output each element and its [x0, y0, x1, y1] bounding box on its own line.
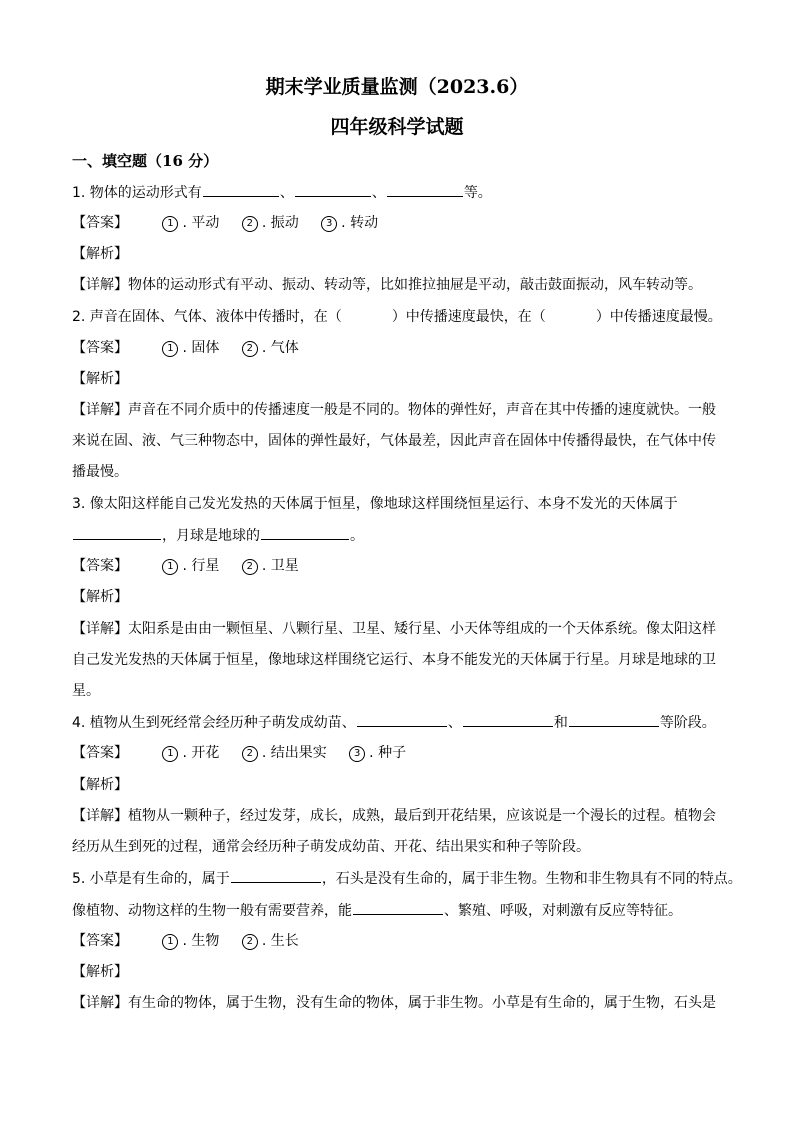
answer-option: 1 . 固体 [162, 338, 219, 358]
answer-option: 3 . 转动 [321, 213, 378, 233]
detail-label: 【详解】 [72, 402, 128, 418]
question-5-answer [72, 931, 727, 951]
question-3-detail: 【详解】太阳系是由由一颗恒星、八颗行星、卫星、矮行星、小天体等组成的一个天体系统。像太阳这样 [72, 621, 716, 637]
question-text: 1. 物体的运动形式有 [72, 185, 202, 201]
answer-option: 2 . 振动 [242, 213, 299, 233]
answer-blank [387, 182, 463, 197]
analysis-label: 【解析】 [72, 589, 128, 605]
answer-label: 【答案】 [72, 933, 128, 949]
question-2-answer [72, 338, 727, 358]
analysis-label: 【解析】 [72, 246, 128, 262]
answer-blank [73, 525, 161, 540]
answer-blank [203, 182, 279, 197]
question-3-detail-cont: 星。 [72, 683, 100, 699]
question-1-answer [72, 213, 727, 233]
question-5-detail: 【详解】有生命的物体，属于生物，没有生命的物体，属于非生物。小草是有生命的，属于生物，石头是 [72, 995, 716, 1011]
answer-blank [569, 712, 659, 727]
question-5-stem: 5. 小草是有生命的，属于 ，石头是没有生命的，属于非生物。生物和非生物具有不同的特点。 [72, 868, 727, 889]
page-subtitle: 四年级科学试题 [330, 116, 464, 138]
answer-option: 2 . 生长 [242, 931, 299, 951]
answer-option: 2 . 结出果实 [242, 743, 327, 763]
detail-label: 【详解】 [72, 621, 128, 637]
answer-label: 【答案】 [72, 745, 128, 761]
question-3-stem: 3. 像太阳这样能自己发光发热的天体属于恒星，像地球这样围绕恒星运行、本身不发光的天体属于 [72, 496, 678, 512]
answer-blank [231, 868, 321, 883]
question-5-stem-cont: 像植物、动物这样的生物一般有需要营养，能 、繁殖、呼吸，对刺激有反应等特征。 [72, 900, 727, 921]
answer-blank [295, 182, 371, 197]
question-3-detail-cont: 自己发光发热的天体属于恒星，像地球这样围绕它运行、本身不能发光的天体属于行星。月球是地球的卫 [72, 652, 716, 668]
question-2-detail-cont: 播最慢。 [72, 464, 128, 480]
answer-label: 【答案】 [72, 215, 128, 231]
analysis-label: 【解析】 [72, 964, 128, 980]
detail-label: 【详解】 [72, 277, 128, 293]
question-4-answer [72, 743, 727, 763]
answer-blank [357, 712, 447, 727]
answer-blank [261, 525, 349, 540]
question-1-stem: 1. 物体的运动形式有 、 、 等。 [72, 182, 727, 203]
question-3-answer [72, 556, 727, 576]
answer-option: 1 . 行星 [162, 556, 219, 576]
answer-option: 1 . 开花 [162, 743, 219, 763]
answer-label: 【答案】 [72, 340, 128, 356]
answer-option: 2 . 卫星 [242, 556, 299, 576]
page-title: 期末学业质量监测（2023.6） [265, 76, 529, 98]
question-2-stem: 2. 声音在固体、气体、液体中传播时，在（ ）中传播速度最快，在（ ）中传播速度最慢。 [72, 309, 722, 325]
answer-label: 【答案】 [72, 558, 128, 574]
question-4-detail: 【详解】植物从一颗种子，经过发芽，成长，成熟，最后到开花结果，应该说是一个漫长的过程。植物会 [72, 808, 716, 824]
question-1-detail: 【详解】物体的运动形式有平动、振动、转动等，比如推拉抽屉是平动，敲击鼓面振动，风车转动等。 [72, 277, 702, 293]
analysis-label: 【解析】 [72, 777, 128, 793]
answer-blank [463, 712, 553, 727]
answer-blank [353, 900, 443, 915]
answer-option: 1 . 平动 [162, 213, 219, 233]
section-heading: 一、填空题（16 分） [72, 152, 219, 170]
answer-option: 3 . 种子 [349, 743, 406, 763]
answer-option: 2 . 气体 [242, 338, 299, 358]
detail-label: 【详解】 [72, 995, 128, 1011]
question-2-detail: 【详解】声音在不同介质中的传播速度一般是不同的。物体的弹性好，声音在其中传播的速度就快。一般 [72, 402, 716, 418]
question-2-detail-cont: 来说在固、液、气三种物态中，固体的弹性最好，气体最差，因此声音在固体中传播得最快，在气体中传 [72, 433, 716, 449]
answer-option: 1 . 生物 [162, 931, 219, 951]
question-4-detail-cont: 经历从生到死的过程，通常会经历种子萌发成幼苗、开花、结出果实和种子等阶段。 [72, 839, 590, 855]
detail-label: 【详解】 [72, 808, 128, 824]
question-4-stem: 4. 植物从生到死经常会经历种子萌发成幼苗、 、 和 等阶段。 [72, 712, 727, 733]
analysis-label: 【解析】 [72, 371, 128, 387]
question-3-stem-cont: ，月球是地球的 。 [72, 525, 727, 546]
